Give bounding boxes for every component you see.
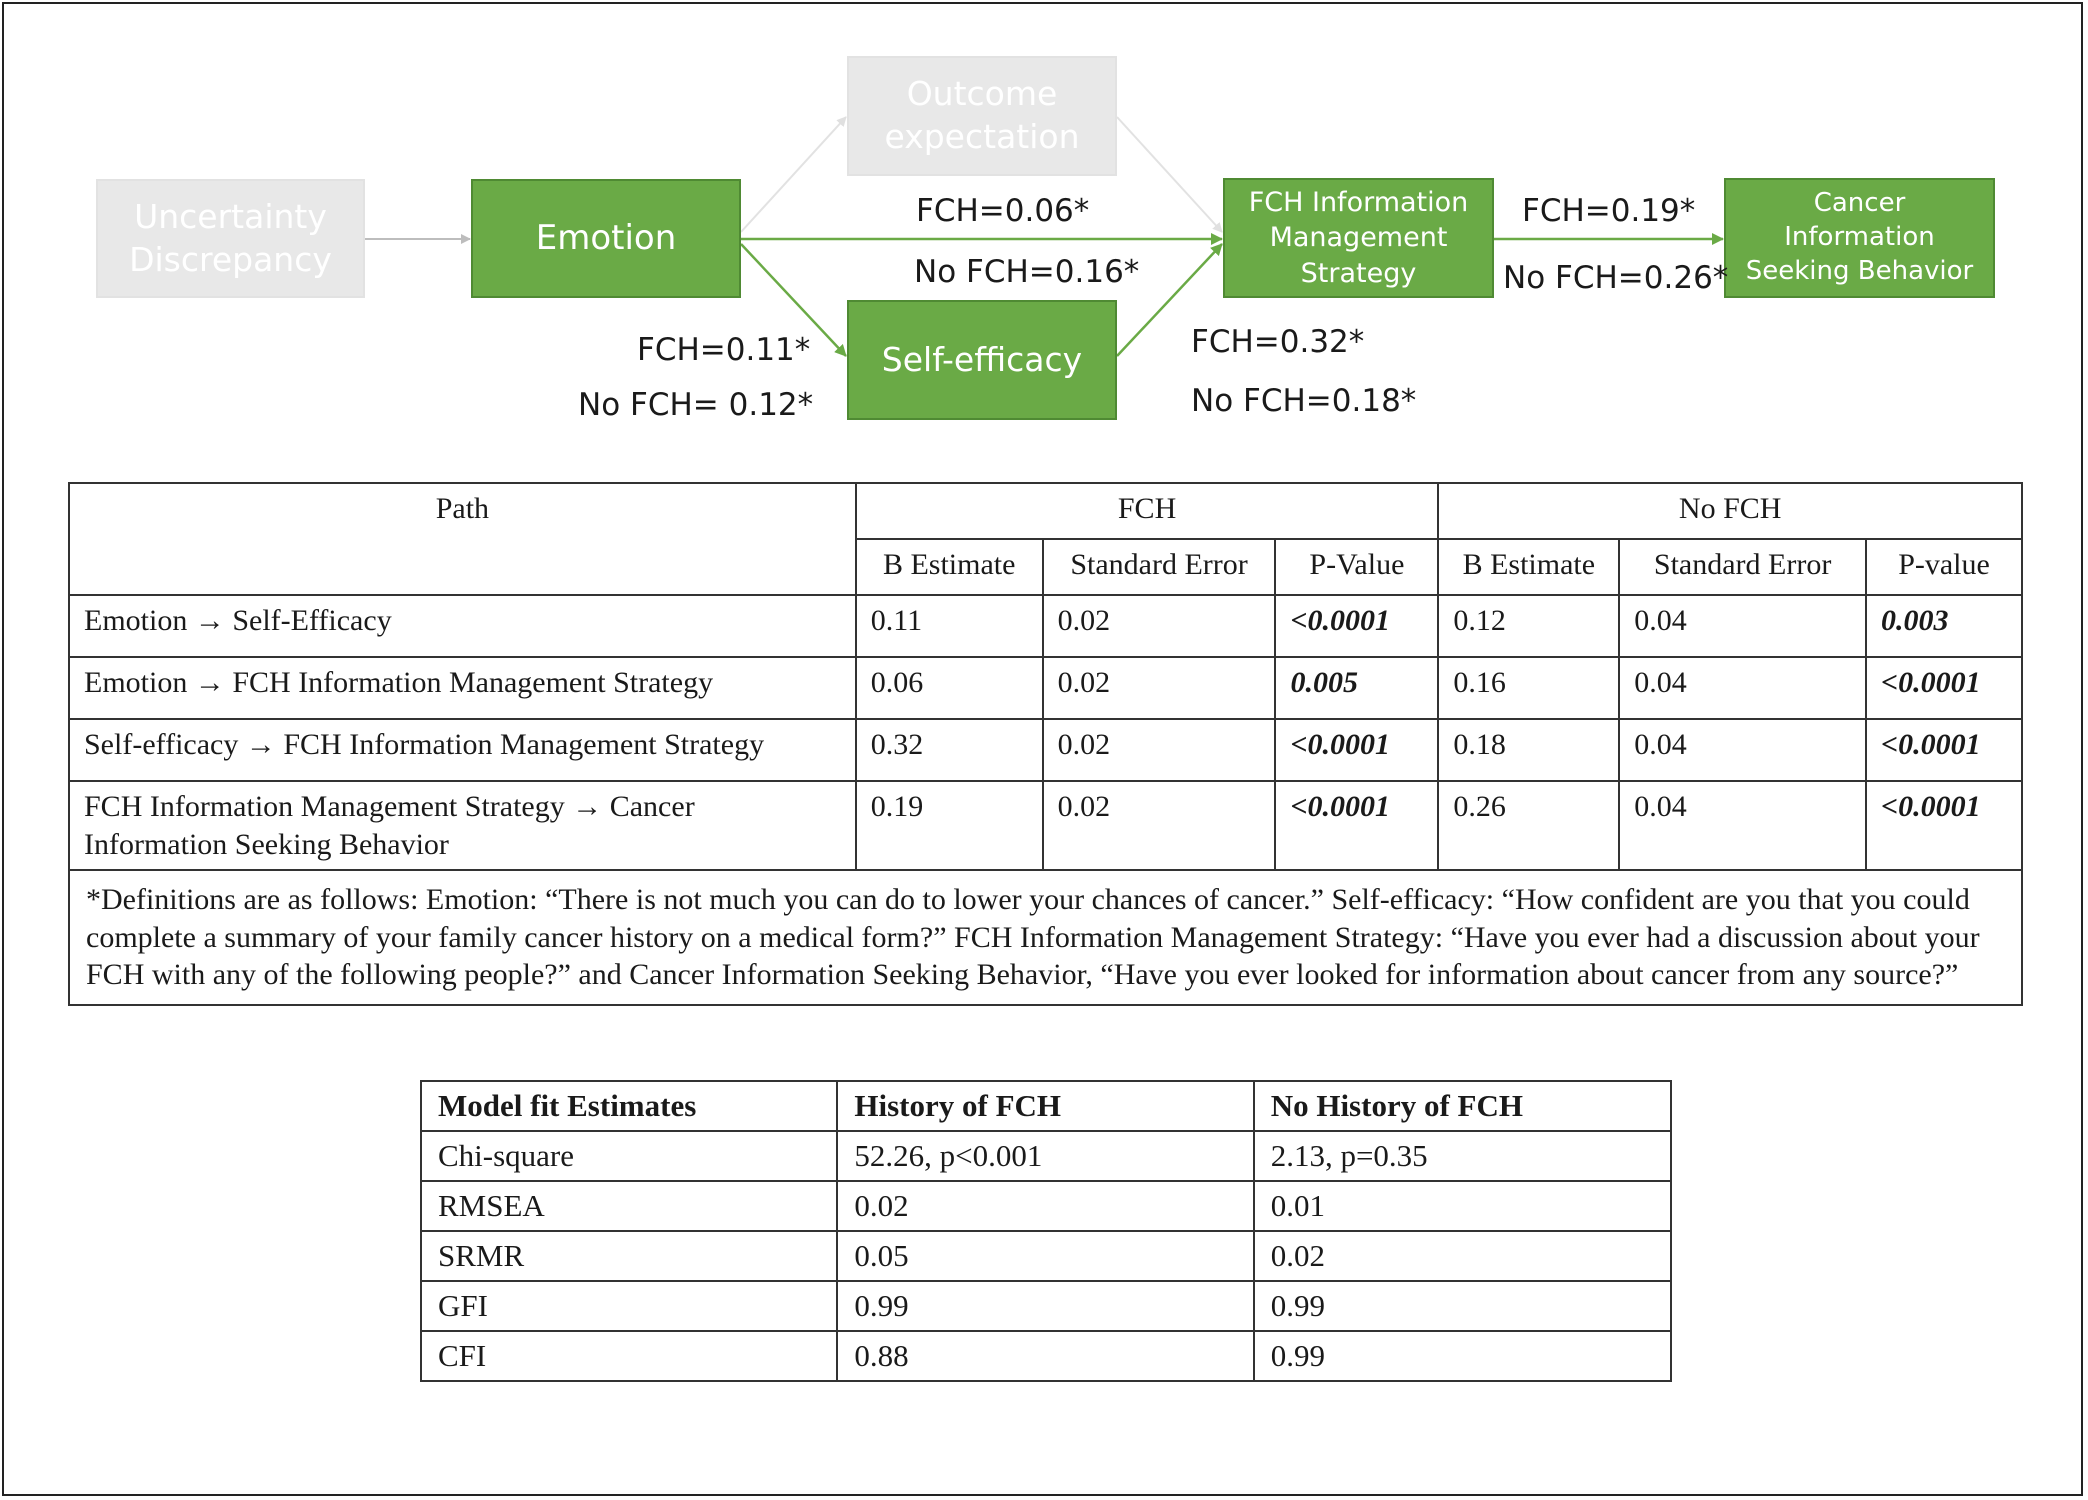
no-history-cell: 0.02 <box>1254 1231 1671 1281</box>
table-row <box>421 1231 1671 1281</box>
fch-p-cell: <0.0001 <box>1275 781 1438 870</box>
header-nofch-standard-error: Standard Error <box>1619 539 1866 595</box>
fch-se-cell: 0.02 <box>1043 719 1276 781</box>
metric-cell: CFI <box>421 1331 837 1381</box>
nofch-se-cell: 0.04 <box>1619 719 1866 781</box>
node-outcome-expectation: Outcome expectation <box>847 56 1117 176</box>
no-history-cell: 2.13, p=0.35 <box>1254 1131 1671 1181</box>
header-fch-p-value: P-Value <box>1275 539 1438 595</box>
model-fit-table <box>420 1080 1672 1382</box>
metric-cell: Chi-square <box>421 1131 837 1181</box>
node-emotion: Emotion <box>471 179 741 298</box>
no-history-cell: 0.99 <box>1254 1331 1671 1381</box>
fch-p-cell: 0.005 <box>1275 657 1438 719</box>
history-cell: 52.26, p<0.001 <box>837 1131 1253 1181</box>
edge-label-strategy-cancer-nofch: No FCH=0.26* <box>1503 260 1729 296</box>
arrow-outcome-strategy <box>1117 117 1222 232</box>
path-cell: Emotion → FCH Information Management Strategy <box>69 657 856 719</box>
fch-b-cell: 0.19 <box>856 781 1043 870</box>
table-row <box>421 1131 1671 1181</box>
table-header-row <box>421 1081 1671 1131</box>
no-history-cell: 0.99 <box>1254 1281 1671 1331</box>
history-cell: 0.05 <box>837 1231 1253 1281</box>
fch-b-cell: 0.06 <box>856 657 1043 719</box>
node-cancer-information-seeking-behavior: Cancer Information Seeking Behavior <box>1724 178 1995 298</box>
nofch-b-cell: 0.26 <box>1438 781 1619 870</box>
nofch-se-cell: 0.04 <box>1619 595 1866 657</box>
header-no-history-of-fch: No History of FCH <box>1254 1081 1671 1131</box>
nofch-se-cell: 0.04 <box>1619 657 1866 719</box>
fch-b-cell: 0.32 <box>856 719 1043 781</box>
arrow-emotion-outcome <box>741 117 846 232</box>
header-nofch-b-estimate: B Estimate <box>1438 539 1619 595</box>
edge-label-emotion-strategy-nofch: No FCH=0.16* <box>914 254 1140 290</box>
header-model-fit-estimates: Model fit Estimates <box>421 1081 837 1131</box>
table-row <box>421 1281 1671 1331</box>
fch-se-cell: 0.02 <box>1043 657 1276 719</box>
fch-b-cell: 0.11 <box>856 595 1043 657</box>
table-row <box>421 1331 1671 1381</box>
header-fch: FCH <box>856 483 1439 539</box>
edge-label-strategy-cancer-fch: FCH=0.19* <box>1522 193 1696 229</box>
edge-label-emotion-selfefficacy-nofch: No FCH= 0.12* <box>578 387 814 423</box>
fch-se-cell: 0.02 <box>1043 781 1276 870</box>
table-row <box>421 1181 1671 1231</box>
edge-label-selfefficacy-strategy-nofch: No FCH=0.18* <box>1191 383 1417 419</box>
metric-cell: GFI <box>421 1281 837 1331</box>
table-row <box>69 595 2022 657</box>
definitions-note: *Definitions are as follows: Emotion: “There is not much you can do to lower your chances of cancer.” Self-efficacy: “How confident are you that you could complete a summary of your family cancer history on a medical form?” FCH Information Management Strategy: “Have you ever had a discussion about your FCH with any of the following people?” and Cancer Information Seeking Behavior, “Have you ever looked for information about cancer from any source?” <box>69 870 2022 1005</box>
metric-cell: SRMR <box>421 1231 837 1281</box>
nofch-p-cell: <0.0001 <box>1866 657 2022 719</box>
path-cell: Self-efficacy → FCH Information Management Strategy <box>69 719 856 781</box>
table-row <box>69 719 2022 781</box>
header-path: Path <box>69 483 856 595</box>
nofch-b-cell: 0.16 <box>1438 657 1619 719</box>
node-uncertainty-discrepancy: Uncertainty Discrepancy <box>96 179 365 298</box>
history-cell: 0.02 <box>837 1181 1253 1231</box>
history-cell: 0.88 <box>837 1331 1253 1381</box>
nofch-p-cell: <0.0001 <box>1866 719 2022 781</box>
header-fch-standard-error: Standard Error <box>1043 539 1276 595</box>
table-row <box>69 781 2022 870</box>
node-self-efficacy: Self-efficacy <box>847 300 1117 420</box>
nofch-p-cell: 0.003 <box>1866 595 2022 657</box>
node-fch-information-management-strategy: FCH Information Management Strategy <box>1223 178 1494 298</box>
nofch-b-cell: 0.18 <box>1438 719 1619 781</box>
fch-p-cell: <0.0001 <box>1275 719 1438 781</box>
nofch-se-cell: 0.04 <box>1619 781 1866 870</box>
no-history-cell: 0.01 <box>1254 1181 1671 1231</box>
fch-se-cell: 0.02 <box>1043 595 1276 657</box>
nofch-b-cell: 0.12 <box>1438 595 1619 657</box>
header-nofch-p-value: P-value <box>1866 539 2022 595</box>
nofch-p-cell: <0.0001 <box>1866 781 2022 870</box>
header-no-fch: No FCH <box>1438 483 2022 539</box>
metric-cell: RMSEA <box>421 1181 837 1231</box>
path-diagram <box>0 0 2088 450</box>
path-estimates-table <box>68 482 2023 1006</box>
edge-label-selfefficacy-strategy-fch: FCH=0.32* <box>1191 324 1365 360</box>
edge-label-emotion-selfefficacy-fch: FCH=0.11* <box>637 332 811 368</box>
edge-label-emotion-strategy-fch: FCH=0.06* <box>916 193 1090 229</box>
path-cell: FCH Information Management Strategy → Cancer Information Seeking Behavior <box>69 781 856 870</box>
history-cell: 0.99 <box>837 1281 1253 1331</box>
header-fch-b-estimate: B Estimate <box>856 539 1043 595</box>
header-history-of-fch: History of FCH <box>837 1081 1253 1131</box>
fch-p-cell: <0.0001 <box>1275 595 1438 657</box>
table-row <box>69 657 2022 719</box>
path-cell: Emotion → Self-Efficacy <box>69 595 856 657</box>
